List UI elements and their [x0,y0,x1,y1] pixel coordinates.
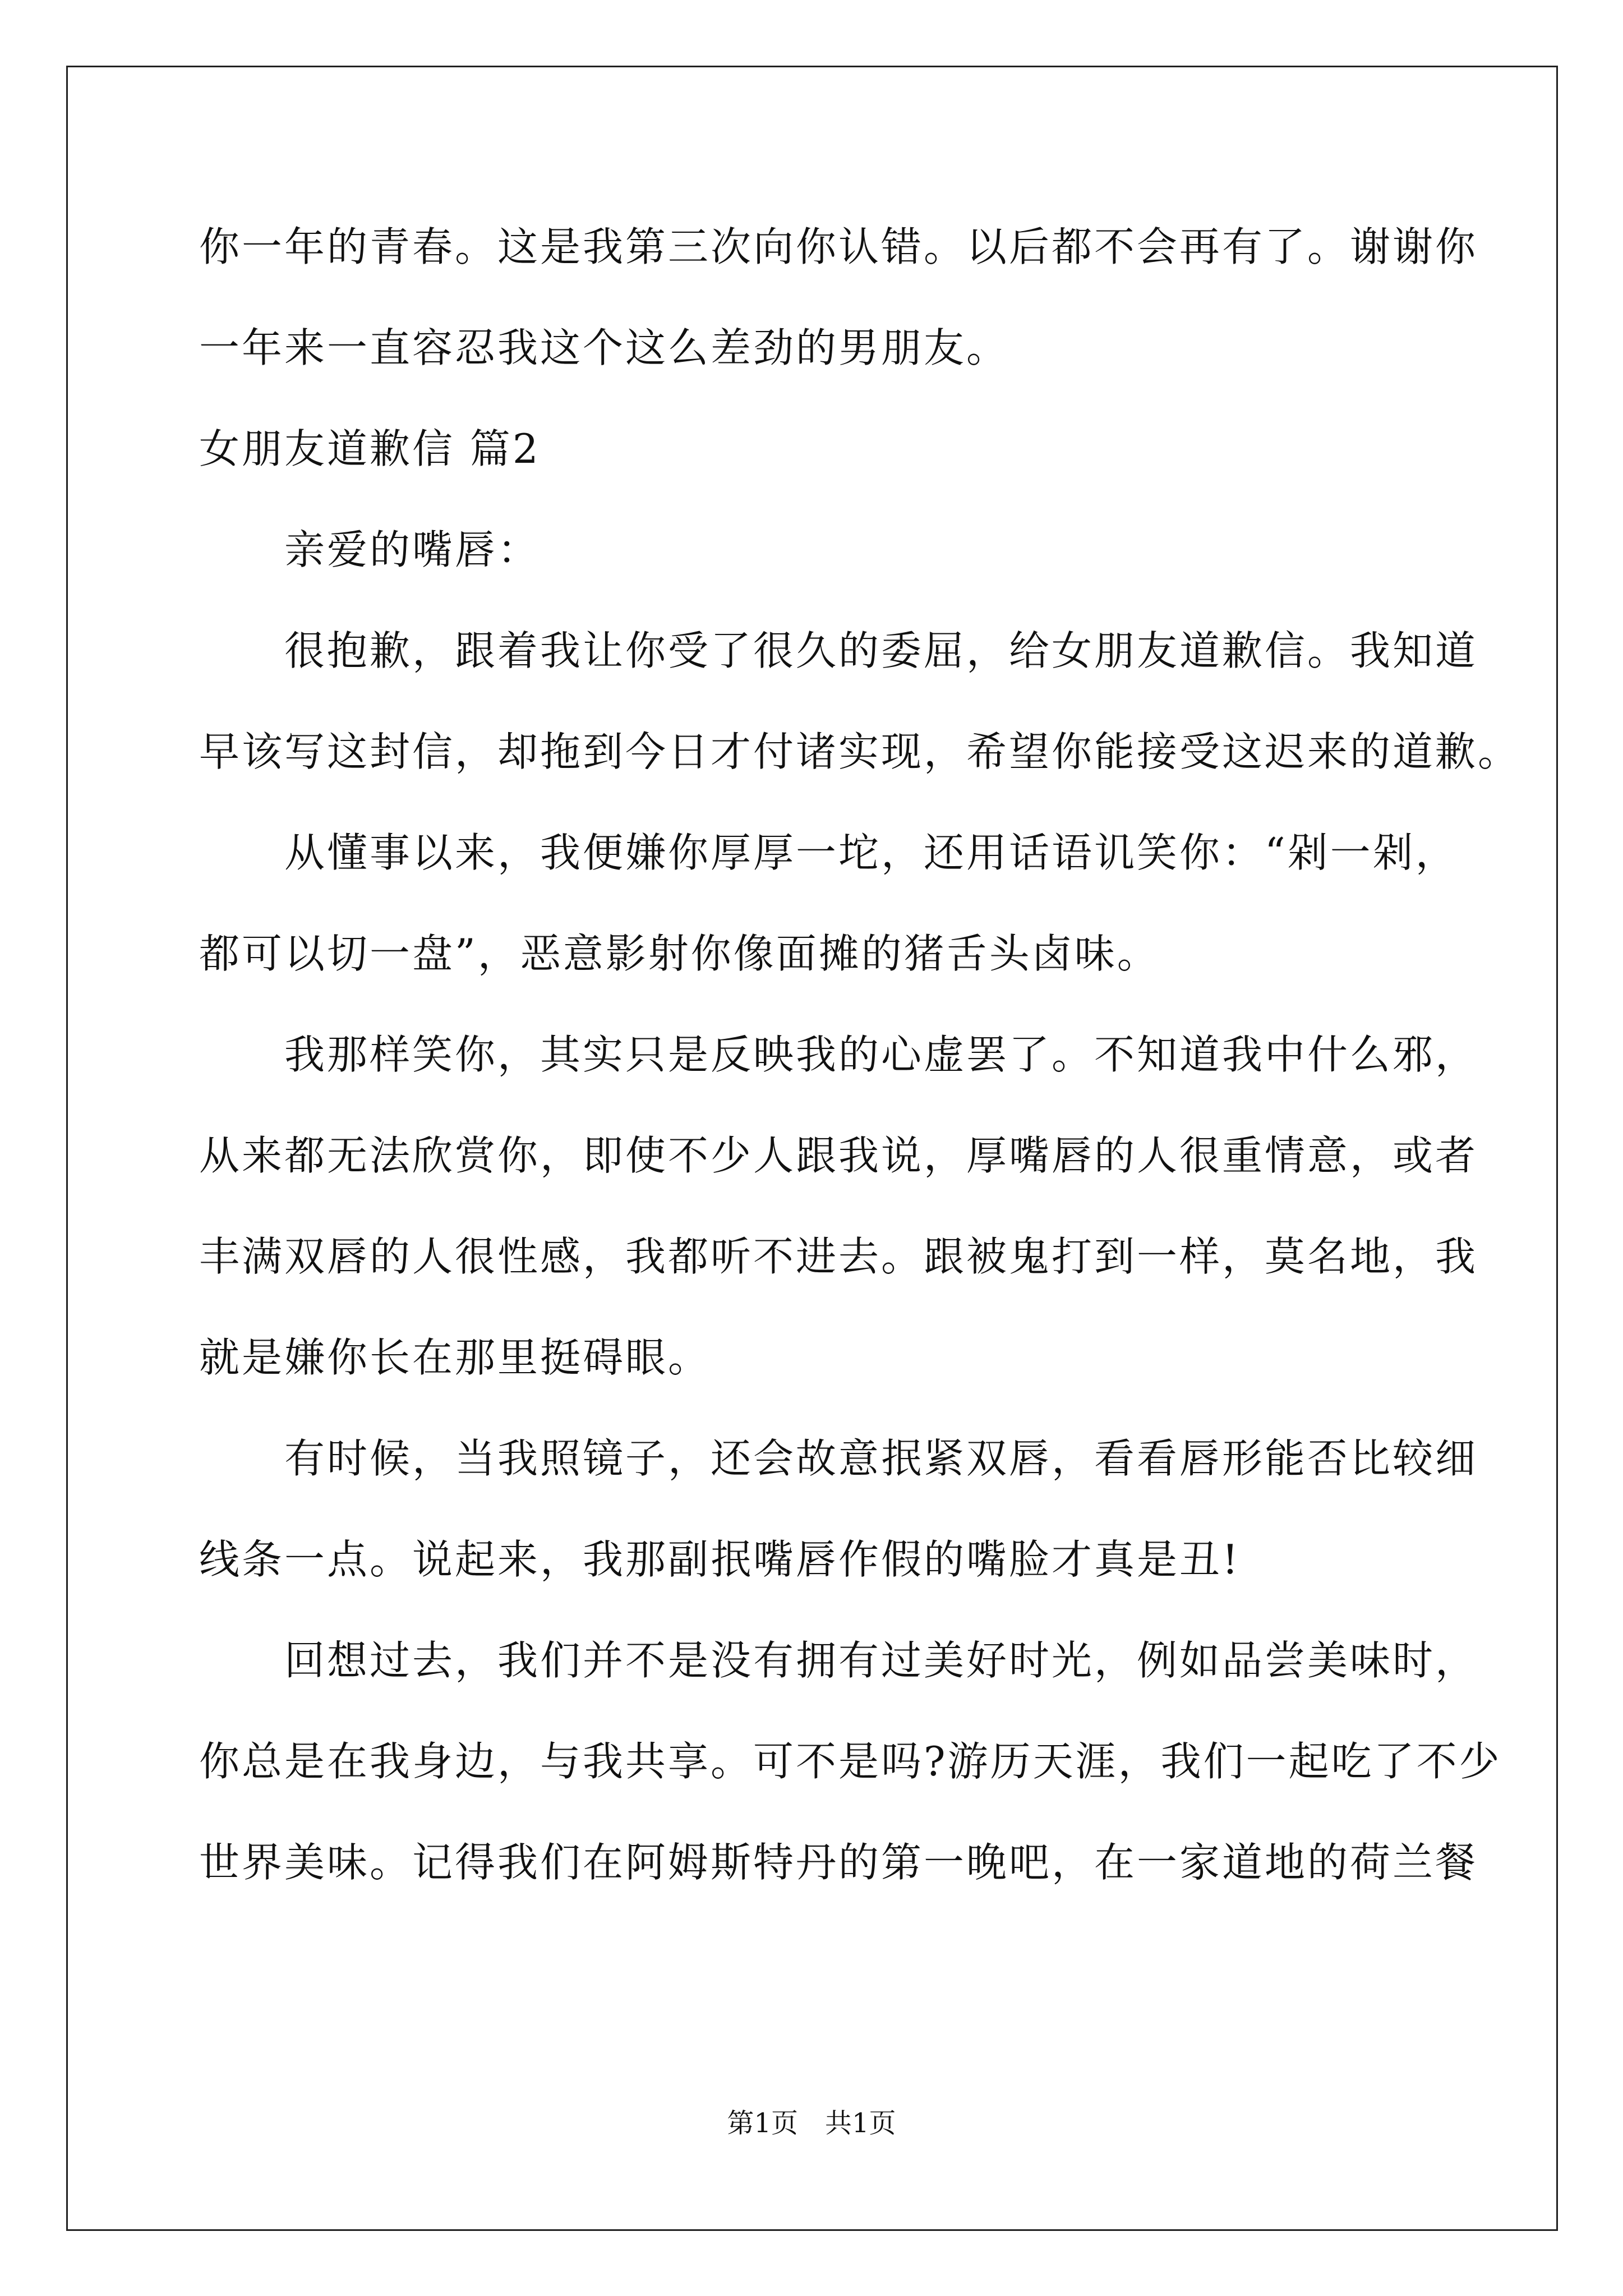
salutation: 亲爱的嘴唇： [284,526,541,573]
document-body [199,219,1521,1935]
section-heading: 女朋友道歉信 篇2 [199,425,541,472]
body-line: 你总是在我身边，与我共享。可不是吗?游历天涯，我们一起吃了不少 [199,1738,1502,1785]
page-footer [0,2106,1623,2140]
body-line: 都可以切一盘”，恶意影射你像面摊的猪舌头卤味。 [199,930,1160,977]
body-line: 你一年的青春。这是我第三次向你认错。以后都不会再有了。谢谢你 [199,223,1478,270]
body-line: 世界美味。记得我们在阿姆斯特丹的第一晚吧，在一家道地的荷兰餐 [199,1839,1478,1886]
body-line: 丰满双唇的人很性感，我都听不进去。跟被鬼打到一样，莫名地，我 [199,1233,1478,1280]
body-line: 从懂事以来，我便嫌你厚厚一坨，还用话语讥笑你：“剁一剁， [284,829,1458,876]
body-line: 回想过去，我们并不是没有拥有过美好时光，例如品尝美味时， [284,1637,1478,1684]
page-number: 第1页 [727,2108,798,2139]
body-line: 很抱歉，跟着我让你受了很久的委屈，给女朋友道歉信。我知道 [284,627,1478,674]
body-line: 早该写这封信，却拖到今日才付诸实现，希望你能接受这迟来的道歉。 [199,728,1521,775]
body-line: 就是嫌你长在那里挺碍眼。 [199,1334,711,1381]
page-total: 共1页 [825,2108,896,2139]
body-line: 线条一点。说起来，我那副抿嘴唇作假的嘴脸才真是丑! [199,1536,1241,1583]
body-line: 一年来一直容忍我这个这么差劲的男朋友。 [199,324,1009,371]
body-line: 我那样笑你，其实只是反映我的心虚罢了。不知道我中什么邪， [284,1031,1478,1078]
body-line: 有时候，当我照镜子，还会故意抿紧双唇，看看唇形能否比较细 [284,1435,1478,1482]
body-line: 从来都无法欣赏你，即使不少人跟我说，厚嘴唇的人很重情意，或者 [199,1132,1478,1179]
